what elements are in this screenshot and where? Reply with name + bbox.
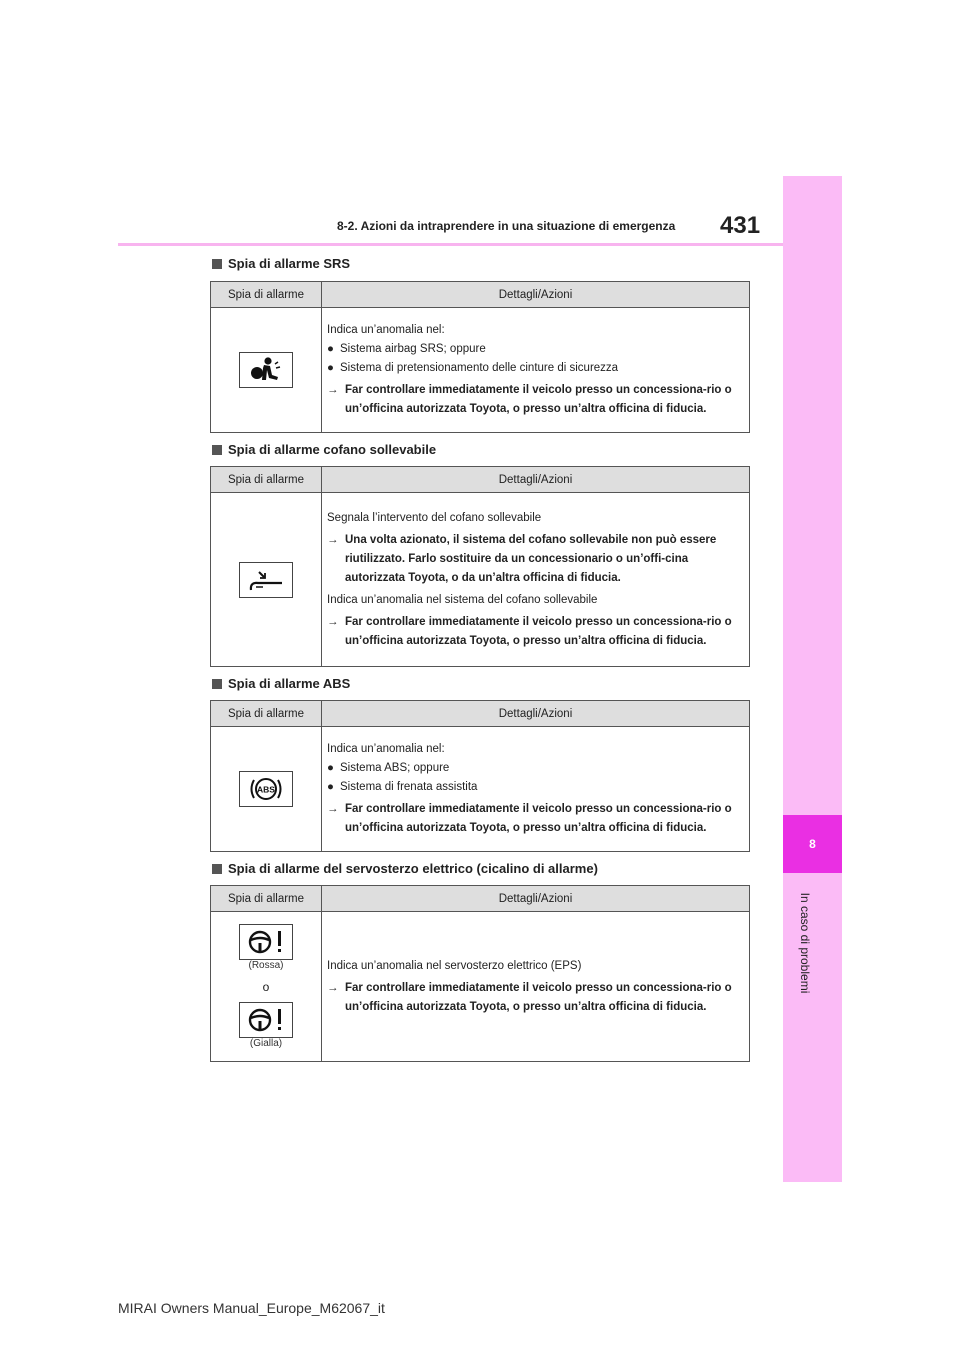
list-item-text: Sistema di pretensionamento delle cinture di sicurezza [340, 362, 619, 374]
arrow-icon: → [327, 803, 339, 815]
list-item [327, 778, 743, 797]
detail-intro: Indica un’anomalia nel servosterzo elettrico (EPS) [327, 959, 582, 972]
arrow-icon: → [327, 533, 339, 546]
action-text: Far controllare immediatamente il veicolo presso un concessiona-rio o un’officina autorizzata Toyota, o presso un’altra officina di fiducia. [345, 981, 732, 1013]
column-header-warning-light: Spia di allarme [211, 701, 322, 727]
action-text: Una volta azionato, il sistema del cofano sollevabile non può essere riutilizzato. Farlo sostituire da un concessionario o un’offi-cina autorizzata Toyota, o da un’altra officina di fiducia. [345, 533, 717, 584]
detail-intro: Segnala l’intervento del cofano sollevabile [327, 511, 542, 524]
bullet-dot-icon: ● [327, 362, 334, 374]
section-bullet-icon [212, 864, 222, 874]
detail-intro: Indica un’anomalia nel: [327, 743, 445, 755]
header-rule [118, 243, 783, 246]
list-item [327, 359, 743, 378]
section-title-text: Spia di allarme cofano sollevabile [228, 442, 437, 457]
section-title-text: Spia di allarme SRS [228, 256, 351, 271]
bullet-dot-icon: ● [327, 343, 334, 355]
list-item-text: Sistema ABS; oppure [340, 762, 450, 774]
action-text: Far controllare immediatamente il veicolo presso un concessiona-rio o un’officina autorizzata Toyota, o presso un’altra officina di fiducia. [345, 615, 732, 647]
arrow-icon: → [327, 981, 339, 994]
action-instruction [327, 381, 743, 419]
section-title-text: Spia di allarme ABS [228, 676, 351, 691]
eps-steering-warning-icon-yellow [239, 1002, 293, 1038]
bullet-dot-icon: ● [327, 781, 334, 793]
or-separator: o [262, 979, 270, 994]
eps-warning-table [210, 885, 750, 1062]
section-bullet-icon [212, 679, 222, 689]
footer-manual-id: MIRAI Owners Manual_Europe_M62067_it [118, 1300, 385, 1316]
header-section-title: 8-2. Azioni da intraprendere in una situazione di emergenza [337, 219, 676, 233]
svg-text:ABS: ABS [257, 784, 275, 795]
section-bullet-icon [212, 259, 222, 269]
srs-airbag-icon [239, 352, 293, 388]
chapter-title: In caso di problemi [798, 892, 812, 994]
section-title-abs [212, 676, 350, 691]
section-title-srs [212, 256, 350, 271]
column-header-warning-light: Spia di allarme [211, 282, 322, 308]
eps-steering-warning-icon-red [239, 924, 293, 960]
section-title-text: Spia di allarme del servosterzo elettrico (cicalino di allarme) [228, 861, 598, 876]
arrow-icon: → [327, 615, 339, 628]
detail-intro-2: Indica un’anomalia nel sistema del cofano sollevabile [327, 593, 598, 606]
bullet-dot-icon: ● [327, 762, 334, 774]
icon-caption-yellow: (Gialla) [249, 1037, 283, 1049]
action-text: Far controllare immediatamente il veicolo presso un concessiona-rio o un’officina autorizzata Toyota, o presso un’altra officina di fiducia. [345, 803, 732, 834]
action-instruction [327, 613, 743, 651]
column-header-warning-light: Spia di allarme [211, 467, 322, 493]
detail-intro: Indica un’anomalia nel: [327, 324, 445, 336]
column-header-details: Dettagli/Azioni [322, 467, 750, 493]
abs-warning-table [210, 700, 750, 852]
action-text: Far controllare immediatamente il veicolo presso un concessiona-rio o un’officina autorizzata Toyota, o presso un’altra officina di fiducia. [345, 384, 732, 415]
srs-warning-table [210, 281, 750, 433]
action-instruction [327, 979, 743, 1017]
list-item [327, 759, 743, 778]
action-instruction [327, 531, 743, 588]
abs-icon [239, 771, 293, 807]
icon-caption-red: (Rossa) [248, 959, 284, 971]
list-item-text: Sistema di frenata assistita [340, 781, 478, 793]
arrow-icon: → [327, 384, 339, 396]
chapter-side-tab [783, 176, 842, 1182]
section-title-pop-up-hood [212, 442, 436, 457]
section-title-eps [212, 861, 598, 876]
section-bullet-icon [212, 445, 222, 455]
column-header-details: Dettagli/Azioni [322, 886, 750, 912]
page-number: 431 [720, 212, 761, 239]
column-header-details: Dettagli/Azioni [322, 701, 750, 727]
column-header-details: Dettagli/Azioni [322, 282, 750, 308]
action-instruction [327, 800, 743, 838]
list-item [327, 340, 743, 359]
chapter-number-tab: 8 [783, 815, 842, 873]
column-header-warning-light: Spia di allarme [211, 886, 322, 912]
pop-up-hood-warning-table [210, 466, 750, 667]
list-item-text: Sistema airbag SRS; oppure [340, 343, 486, 355]
pop-up-hood-icon [239, 562, 293, 598]
